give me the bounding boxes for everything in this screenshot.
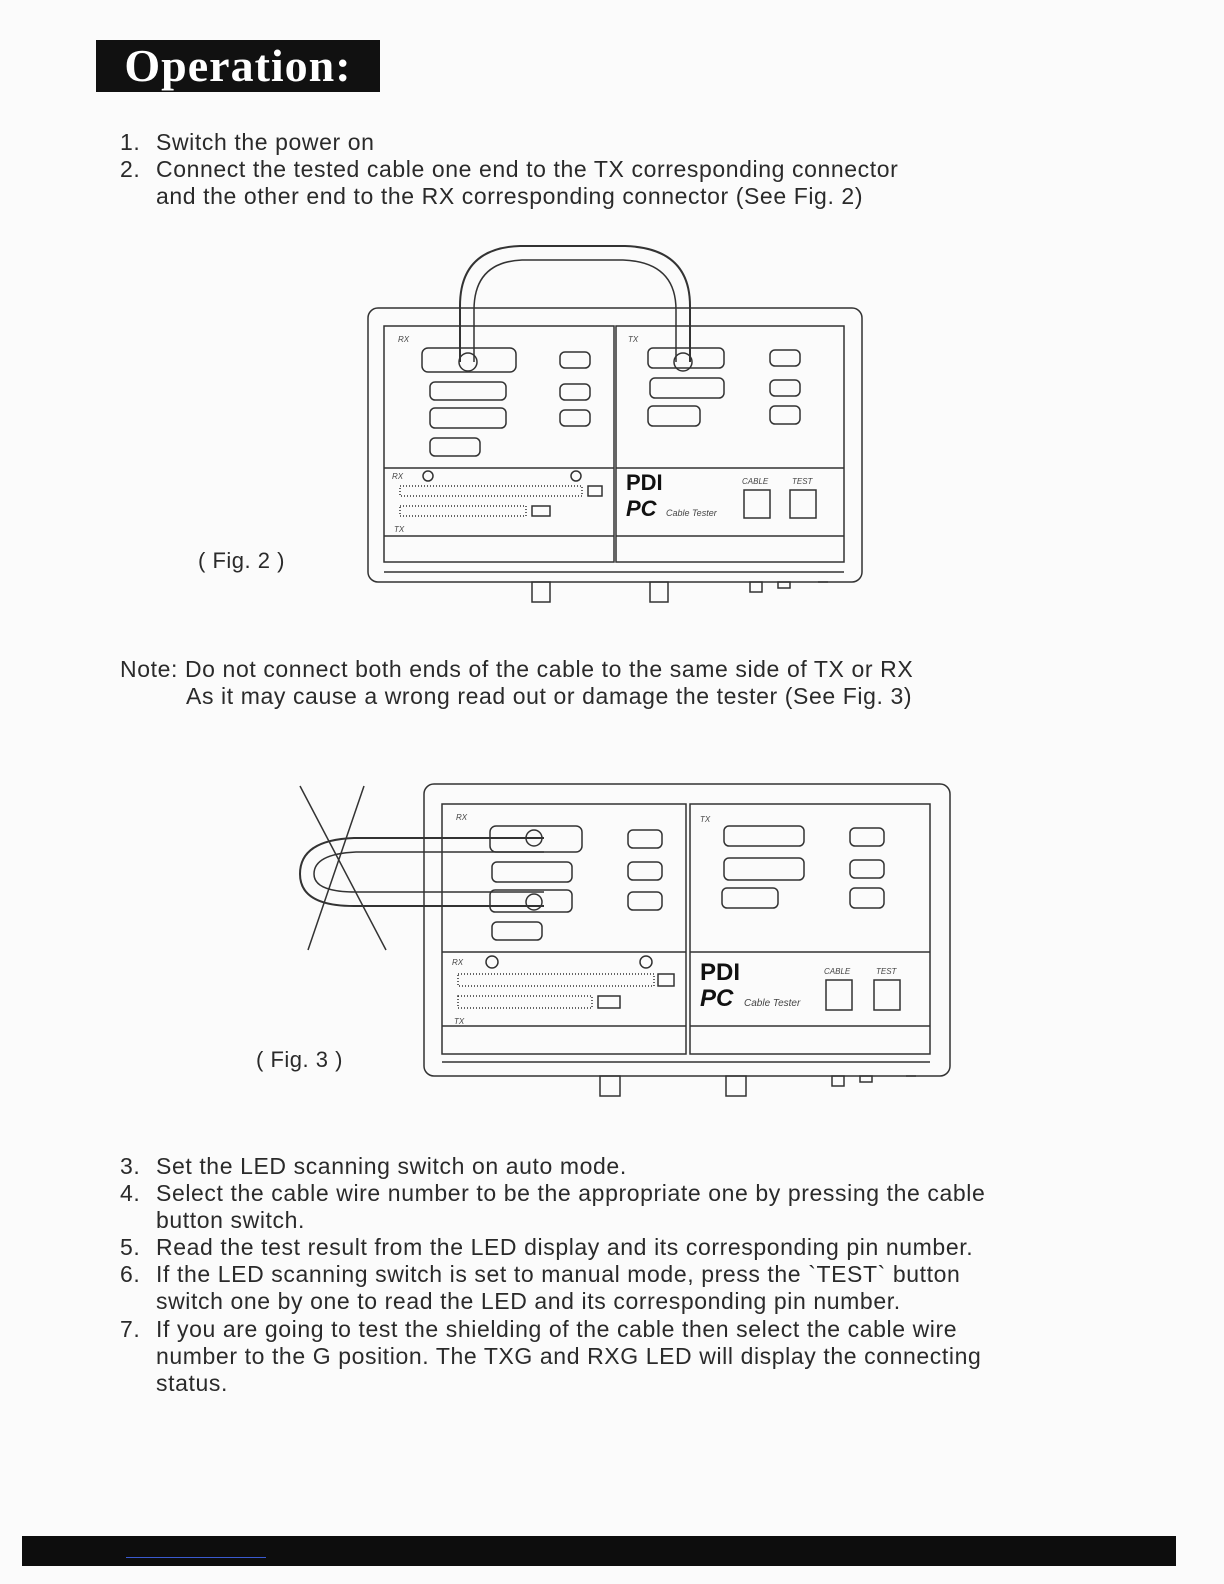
footer-bar (22, 1536, 1176, 1566)
fig2-caption: ( Fig. 2 ) (198, 548, 285, 573)
step-text: Switch the power on (156, 129, 375, 155)
step-3 (120, 1153, 627, 1180)
step-number: 4. (120, 1180, 141, 1206)
step-number: 2. (120, 156, 141, 182)
note-line-1: Note: Do not connect both ends of the cable to the same side of TX or RX (120, 656, 914, 682)
fig3-rx-label: RX (456, 813, 468, 822)
fig3-rx-led-label: RX (452, 958, 464, 967)
fig3-product: Cable Tester (744, 998, 801, 1009)
step-text: and the other end to the RX corresponding connector (See Fig. 2) (156, 183, 864, 209)
fig3-cable-label: CABLE (824, 967, 851, 976)
fig3-caption: ( Fig. 3 ) (256, 1047, 343, 1072)
fig2-brand: PDI (626, 470, 663, 495)
step-text: Read the test result from the LED display and its corresponding pin number. (156, 1234, 974, 1260)
step-text: Set the LED scanning switch on auto mode. (156, 1153, 627, 1179)
footer-rule (126, 1557, 266, 1558)
fig2-rx-led-label: RX (392, 472, 404, 481)
step-text: If you are going to test the shielding of the cable then select the cable wire (156, 1316, 958, 1342)
step-text: switch one by one to read the LED and its corresponding pin number. (156, 1288, 901, 1314)
fig3-diagram (294, 780, 958, 1100)
step-1 (120, 129, 375, 156)
step-number: 3. (120, 1153, 141, 1179)
fig2-tx-label: TX (628, 335, 639, 344)
fig3-tx-led-label: TX (454, 1017, 465, 1026)
step-4 (120, 1180, 986, 1234)
step-7 (120, 1316, 982, 1397)
note-line-2: As it may cause a wrong read out or damage the tester (See Fig. 3) (186, 683, 913, 709)
fig2-test-label: TEST (792, 477, 813, 486)
step-text: button switch. (156, 1207, 306, 1233)
step-2 (120, 156, 899, 210)
step-text: If the LED scanning switch is set to manual mode, press the `TEST` button (156, 1261, 961, 1287)
fig2-model: PC (626, 496, 657, 521)
fig3-test-label: TEST (876, 967, 897, 976)
step-5 (120, 1234, 974, 1261)
fig2-product: Cable Tester (666, 508, 717, 518)
step-text: number to the G position. The TXG and RXG LED will display the connecting (156, 1343, 982, 1369)
step-text: Select the cable wire number to be the appropriate one by pressing the cable (156, 1180, 986, 1206)
step-number: 5. (120, 1234, 141, 1260)
step-number: 1. (120, 129, 141, 155)
fig2-diagram (360, 236, 870, 608)
step-text: Connect the tested cable one end to the TX corresponding connector (156, 156, 899, 182)
step-text: status. (156, 1370, 228, 1396)
fig3-model: PC (700, 985, 734, 1012)
fig3-brand: PDI (700, 959, 741, 986)
fig3-tx-label: TX (700, 815, 711, 824)
fig2-cable-label: CABLE (742, 477, 769, 486)
step-6 (120, 1261, 961, 1315)
fig2-tx-led-label: TX (394, 525, 405, 534)
fig2-rx-label: RX (398, 335, 410, 344)
step-number: 6. (120, 1261, 141, 1287)
step-number: 7. (120, 1316, 141, 1342)
page-heading: Operation: (96, 40, 380, 92)
